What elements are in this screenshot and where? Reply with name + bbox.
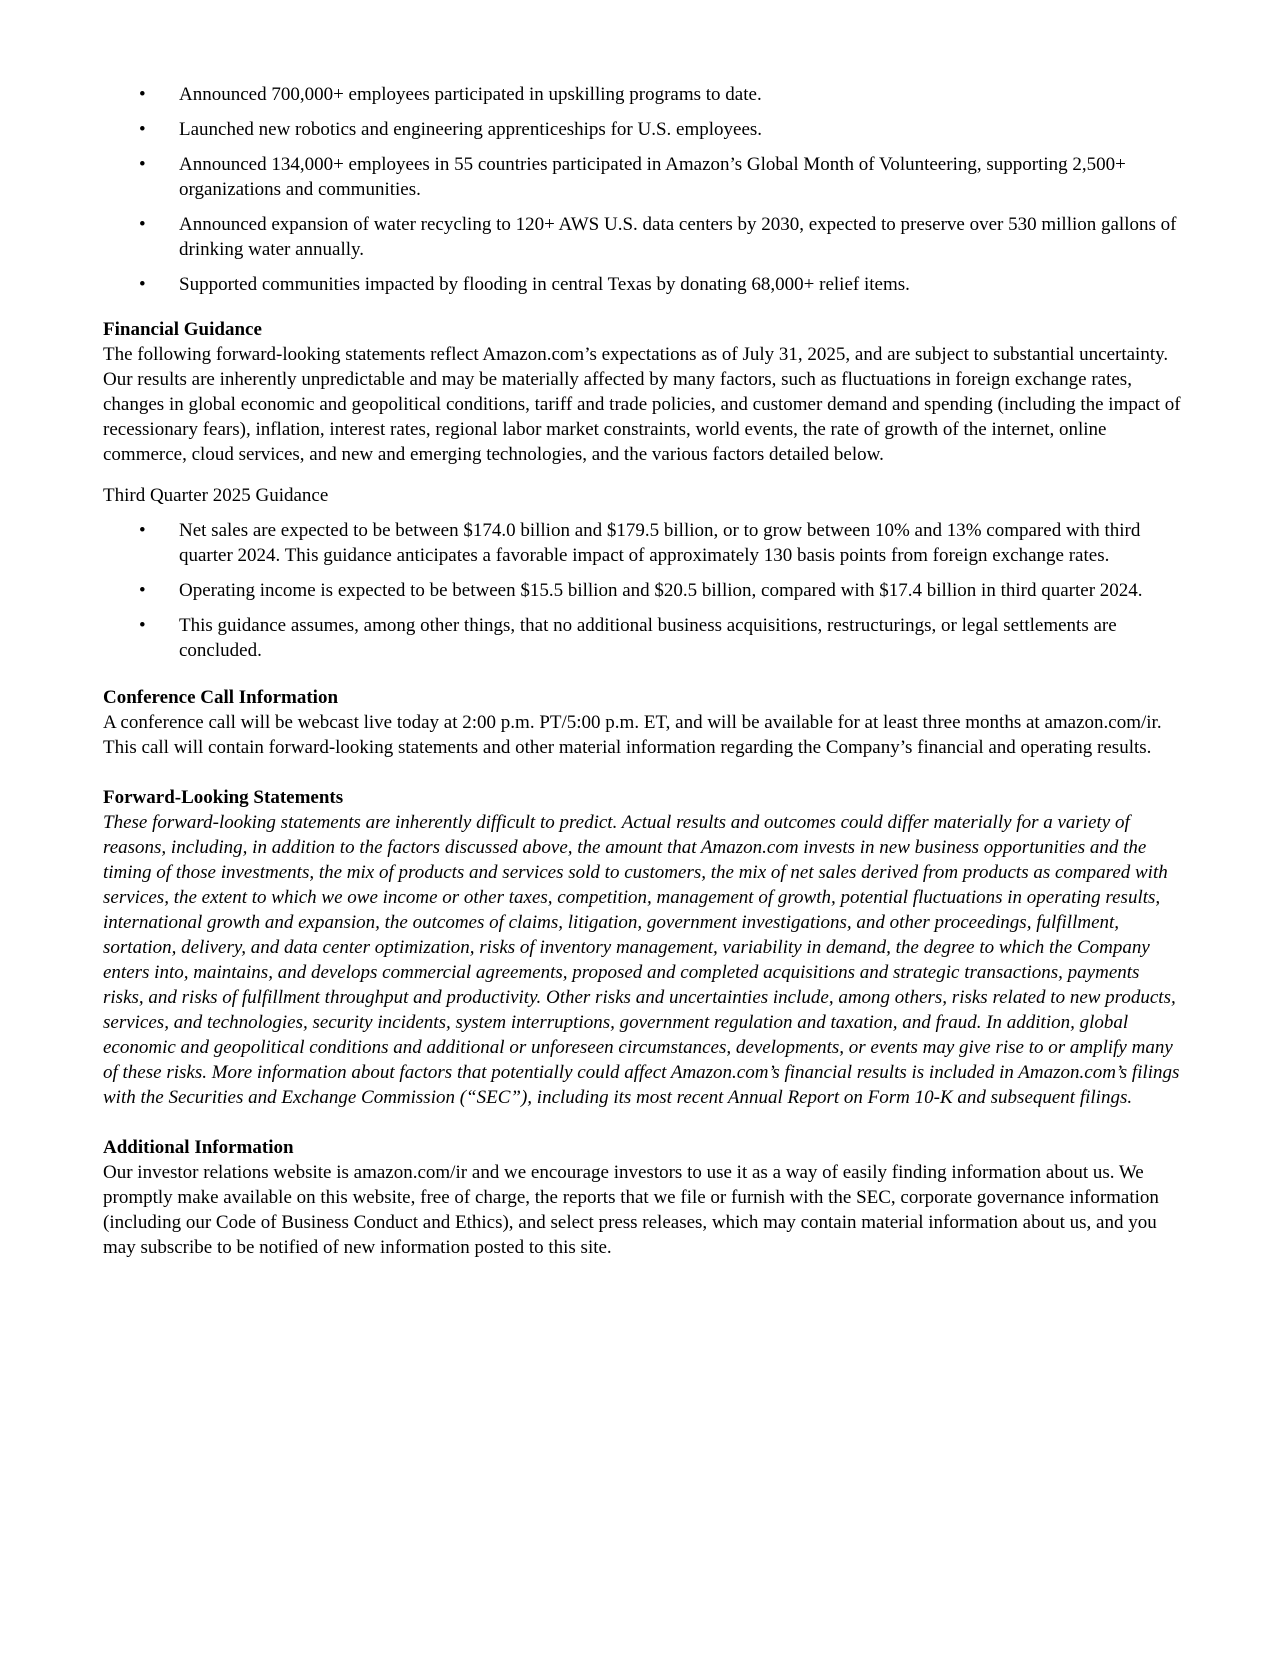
financial-guidance-section <box>103 317 1183 663</box>
bullet-icon: • <box>139 274 146 295</box>
list-item <box>103 117 1183 142</box>
list-item-text: Launched new robotics and engineering apprenticeships for U.S. employees. <box>179 119 763 140</box>
list-item-text: Announced 134,000+ employees in 55 countries participated in Amazon’s Global Month of Volunteering, supporting 2,500+ organizations and communities. <box>179 154 1126 200</box>
section-title: Additional Information <box>103 1137 294 1158</box>
bullet-icon: • <box>139 520 146 541</box>
list-item <box>103 212 1183 262</box>
forward-looking-section <box>103 785 1183 1110</box>
section-body: The following forward-looking statements reflect Amazon.com’s expectations as of July 31, 2025, and are subject to substantial uncertainty. Our results are inherently unpredictable and may be materially affected by many factors, such as fluctuations in foreign exchange rates, changes in global economic and geopolitical conditions, tariff and trade policies, and customer demand and spending (including the impact of recessionary fears), inflation, interest rates, regional labor market constraints, world events, the rate of growth of the internet, online commerce, cloud services, and new and emerging technologies, and the various factors detailed below. <box>103 344 1181 465</box>
bullet-icon: • <box>139 214 146 235</box>
list-item <box>103 613 1183 663</box>
section-title: Forward-Looking Statements <box>103 787 344 808</box>
list-item-text: Operating income is expected to be between $15.5 billion and $20.5 billion, compared with $17.4 billion in third quarter 2024. <box>179 580 1143 601</box>
q3-guidance-list <box>103 518 1183 663</box>
list-item <box>103 152 1183 202</box>
section-body: These forward-looking statements are inherently difficult to predict. Actual results and outcomes could differ materially for a variety of reasons, including, in addition to the factors discussed above, the amount that Amazon.com invests in new business opportunities and the timing of those investments, the mix of products and services sold to customers, the mix of net sales derived from products as compared with services, the extent to which we owe income or other taxes, competition, management of growth, potential fluctuations in operating results, international growth and expansion, the outcomes of claims, litigation, government investigations, and other proceedings, fulfillment, sortation, delivery, and data center optimization, risks of inventory management, variability in demand, the degree to which the Company enters into, maintains, and develops commercial agreements, proposed and completed acquisitions and strategic transactions, payments risks, and risks of fulfillment throughput and productivity. Other risks and uncertainties include, among others, risks related to new products, services, and technologies, security incidents, system interruptions, government regulation and taxation, and fraud. In addition, global economic and geopolitical conditions and additional or unforeseen circumstances, developments, or events may give rise to or amplify many of these risks. More information about factors that potentially could affect Amazon.com’s financial results is included in Amazon.com’s filings with the Securities and Exchange Commission (“SEC”), including its most recent Annual Report on Form 10-K and subsequent filings. <box>103 812 1180 1108</box>
bullet-icon: • <box>139 84 146 105</box>
bullet-icon: • <box>139 119 146 140</box>
list-item <box>103 578 1183 603</box>
list-item-text: Supported communities impacted by flooding in central Texas by donating 68,000+ relief items. <box>179 274 910 295</box>
bullet-icon: • <box>139 615 146 636</box>
section-title: Financial Guidance <box>103 319 262 340</box>
bullet-icon: • <box>139 154 146 175</box>
list-item-text: This guidance assumes, among other things, that no additional business acquisitions, restructurings, or legal settlements are concluded. <box>179 615 1117 661</box>
section-body: A conference call will be webcast live today at 2:00 p.m. PT/5:00 p.m. ET, and will be available for at least three months at amazon.com/ir. This call will contain forward-looking statements and other material information regarding the Company’s financial and operating results. <box>103 712 1162 758</box>
additional-info-section <box>103 1135 1183 1260</box>
document-page <box>103 82 1183 1260</box>
list-item <box>103 82 1183 107</box>
list-item-text: Net sales are expected to be between $174.0 billion and $179.5 billion, or to grow between 10% and 13% compared with third quarter 2024. This guidance anticipates a favorable impact of approximately 130 basis points from foreign exchange rates. <box>179 520 1141 566</box>
section-title: Conference Call Information <box>103 687 339 708</box>
list-item <box>103 518 1183 568</box>
section-body: Our investor relations website is amazon.com/ir and we encourage investors to use it as a way of easily finding information about us. We promptly make available on this website, free of charge, the reports that we file or furnish with the SEC, corporate governance information (including our Code of Business Conduct and Ethics), and select press releases, which may contain material information about us, and you may subscribe to be notified of new information posted to this site. <box>103 1162 1159 1258</box>
list-item <box>103 272 1183 297</box>
list-item-text: Announced 700,000+ employees participated in upskilling programs to date. <box>179 84 762 105</box>
list-item-text: Announced expansion of water recycling to 120+ AWS U.S. data centers by 2030, expected to preserve over 530 million gallons of drinking water annually. <box>179 214 1177 260</box>
q3-guidance-heading: Third Quarter 2025 Guidance <box>103 485 329 506</box>
conference-call-section <box>103 685 1183 760</box>
bullet-icon: • <box>139 580 146 601</box>
highlights-list <box>103 82 1183 297</box>
